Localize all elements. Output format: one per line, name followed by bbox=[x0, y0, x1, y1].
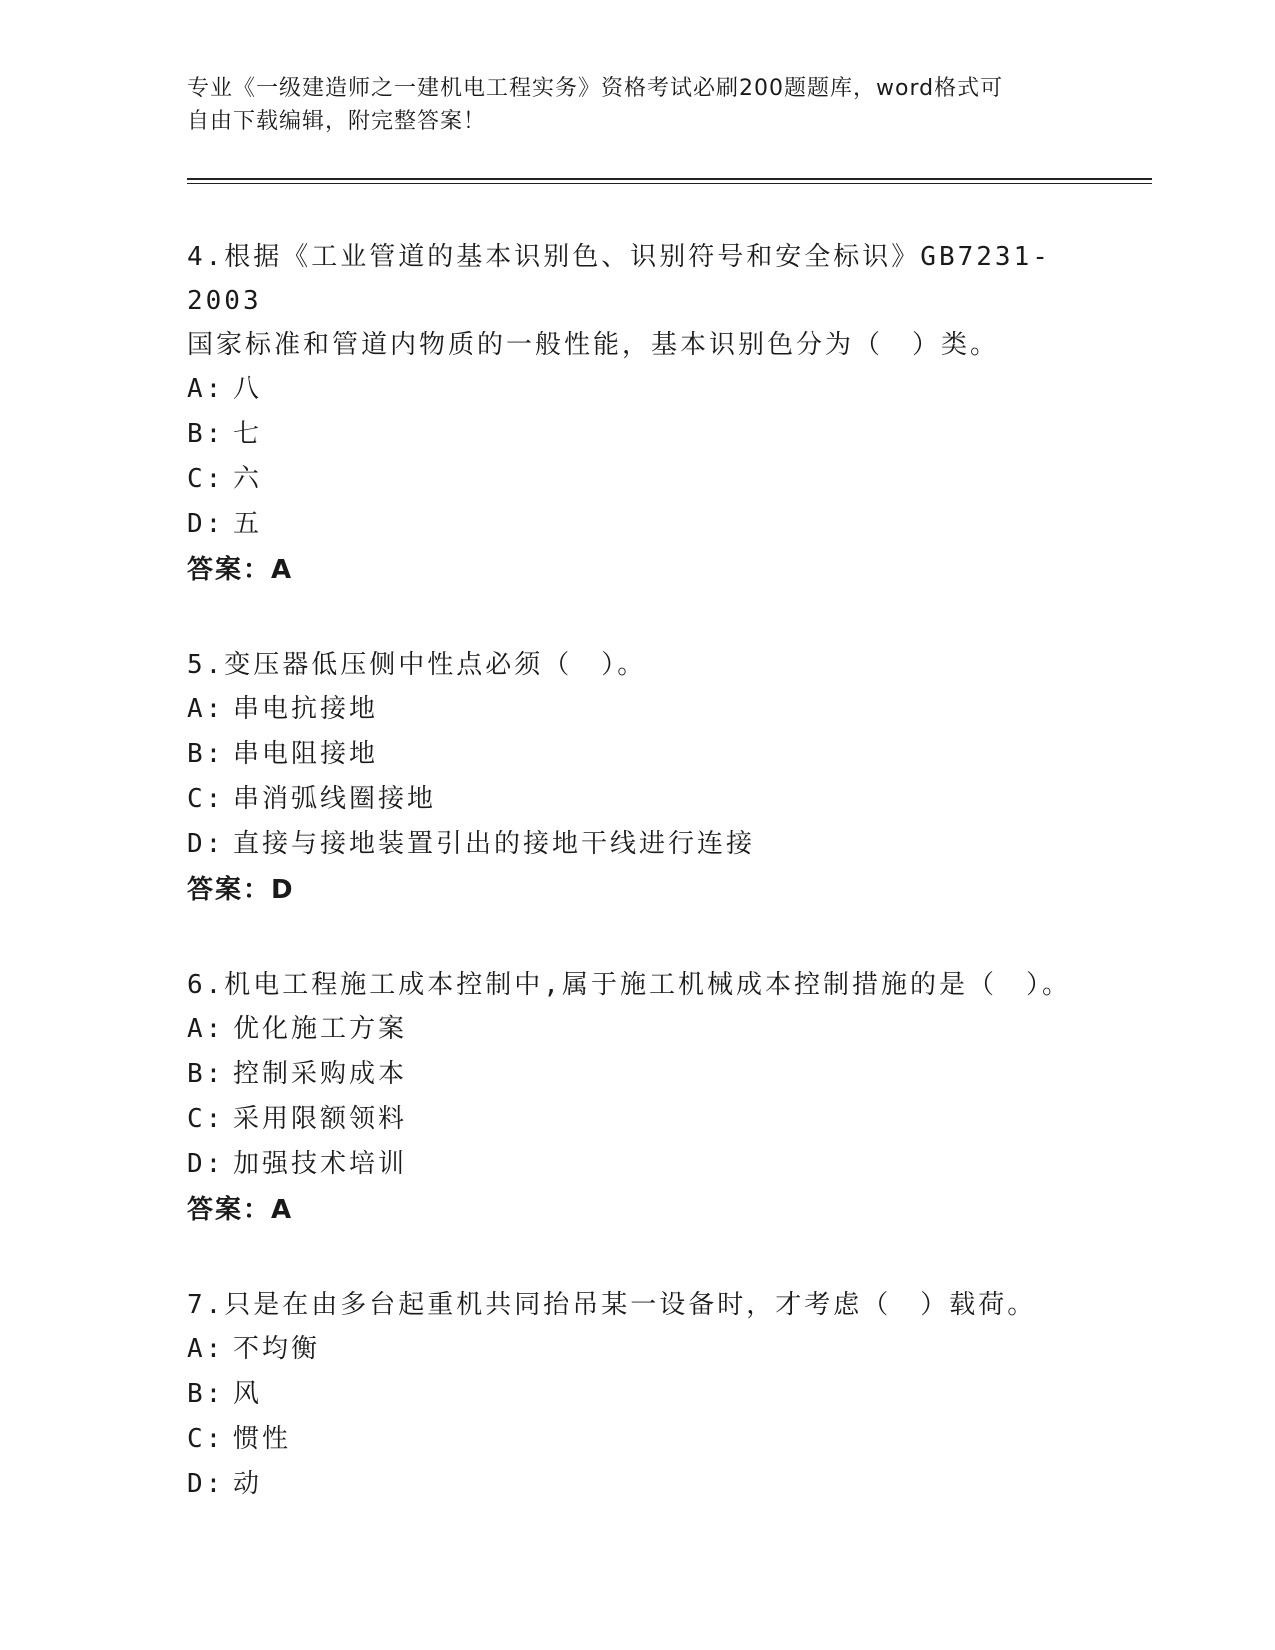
option-text: 串电阻接地 bbox=[233, 739, 379, 769]
option-key: C: bbox=[187, 1104, 225, 1134]
option-key: A: bbox=[187, 1334, 225, 1364]
question-stem: 5.变压器低压侧中性点必须（ ）。 bbox=[187, 650, 647, 680]
option-key: D: bbox=[187, 1469, 225, 1499]
header-line-2: 自由下载编辑，附完整答案！ bbox=[187, 109, 487, 134]
option-text: 直接与接地装置引出的接地干线进行连接 bbox=[233, 829, 756, 859]
option-key: C: bbox=[187, 464, 225, 494]
question-stem: 7.只是在由多台起重机共同抬吊某一设备时，才考虑（ ）载荷。 bbox=[187, 1290, 1037, 1320]
question-stem: 6.机电工程施工成本控制中,属于施工机械成本控制措施的是（ ）。 bbox=[187, 970, 1071, 1000]
answer-line: 答案：A bbox=[187, 1195, 294, 1225]
header-line-1: 专业《一级建造师之一建机电工程实务》资格考试必刷200题题库，word格式可 bbox=[187, 76, 1004, 101]
option-text: 风 bbox=[233, 1379, 263, 1409]
option-text: 惯性 bbox=[233, 1424, 292, 1454]
option-b bbox=[187, 1372, 1087, 1417]
option-text: 控制采购成本 bbox=[233, 1059, 408, 1089]
option-b bbox=[187, 412, 1087, 457]
option-a bbox=[187, 1007, 1087, 1052]
option-d bbox=[187, 502, 1087, 547]
option-key: C: bbox=[187, 784, 225, 814]
option-c bbox=[187, 457, 1087, 502]
option-text: 六 bbox=[233, 464, 263, 494]
option-key: B: bbox=[187, 1379, 225, 1409]
question-list bbox=[187, 235, 1087, 1556]
option-key: D: bbox=[187, 509, 225, 539]
option-text: 加强技术培训 bbox=[233, 1149, 408, 1179]
option-c bbox=[187, 1417, 1087, 1462]
option-c bbox=[187, 1097, 1087, 1142]
option-a bbox=[187, 687, 1087, 732]
option-b bbox=[187, 1052, 1087, 1097]
answer-line: 答案：D bbox=[187, 875, 295, 905]
option-text: 五 bbox=[233, 509, 263, 539]
option-key: A: bbox=[187, 1014, 225, 1044]
question-stem: 4.根据《工业管道的基本识别色、识别符号和安全标识》GB7231-2003 bbox=[187, 242, 1051, 316]
option-a bbox=[187, 1327, 1087, 1372]
question-6 bbox=[187, 963, 1087, 1234]
option-key: A: bbox=[187, 374, 225, 404]
option-text: 八 bbox=[233, 374, 263, 404]
option-key: B: bbox=[187, 419, 225, 449]
option-c bbox=[187, 777, 1087, 822]
option-key: B: bbox=[187, 739, 225, 769]
option-text: 串消弧线圈接地 bbox=[233, 784, 437, 814]
question-4 bbox=[187, 235, 1087, 594]
option-text: 采用限额领料 bbox=[233, 1104, 408, 1134]
option-text: 动 bbox=[233, 1469, 263, 1499]
option-b bbox=[187, 732, 1087, 777]
option-key: D: bbox=[187, 1149, 225, 1179]
option-key: B: bbox=[187, 1059, 225, 1089]
option-text: 不均衡 bbox=[233, 1334, 321, 1364]
option-key: C: bbox=[187, 1424, 225, 1454]
option-key: D: bbox=[187, 829, 225, 859]
question-stem-continued: 国家标准和管道内物质的一般性能，基本识别色分为（ ）类。 bbox=[187, 330, 1000, 360]
option-d bbox=[187, 822, 1087, 867]
option-text: 串电抗接地 bbox=[233, 694, 379, 724]
option-key: A: bbox=[187, 694, 225, 724]
document-header bbox=[187, 72, 1067, 138]
header-divider-thick bbox=[187, 178, 1152, 180]
question-5 bbox=[187, 643, 1087, 914]
question-7 bbox=[187, 1283, 1087, 1507]
option-text: 七 bbox=[233, 419, 263, 449]
option-d bbox=[187, 1142, 1087, 1187]
answer-line: 答案：A bbox=[187, 555, 294, 585]
option-text: 优化施工方案 bbox=[233, 1014, 408, 1044]
option-a bbox=[187, 367, 1087, 412]
header-divider-thin bbox=[187, 183, 1152, 184]
option-d bbox=[187, 1462, 1087, 1507]
